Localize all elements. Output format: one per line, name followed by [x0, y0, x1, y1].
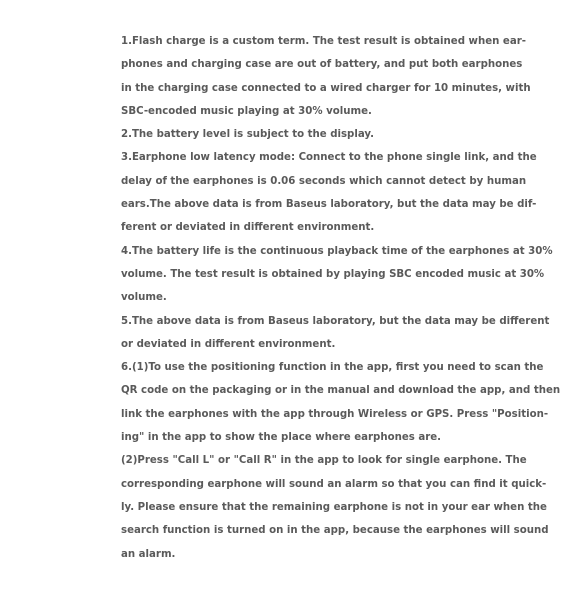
note-line: 5.The above data is from Baseus laboratory, but the data may be different: [121, 315, 550, 327]
note-line: SBC-encoded music playing at 30% volume.: [121, 105, 372, 117]
note-line: corresponding earphone will sound an alarm so that you can find it quick-: [121, 478, 547, 490]
note-line: an alarm.: [121, 548, 176, 560]
note-line: ly. Please ensure that the remaining earphone is not in your ear when the: [121, 501, 547, 513]
note-line: QR code on the packaging or in the manual and download the app, and then: [121, 385, 561, 397]
note-line: 6.(1)To use the positioning function in the app, first you need to scan the: [121, 362, 544, 374]
note-line: 3.Earphone low latency mode: Connect to the phone single link, and the: [121, 152, 537, 164]
note-line: delay of the earphones is 0.06 seconds which cannot detect by human: [121, 175, 527, 187]
note-line: link the earphones with the app through Wireless or GPS. Press "Position-: [121, 408, 549, 420]
notes-document: [121, 30, 561, 566]
note-line: ferent or deviated in different environment.: [121, 222, 375, 234]
note-line: in the charging case connected to a wired charger for 10 minutes, with: [121, 82, 531, 94]
note-line: 4.The battery life is the continuous playback time of the earphones at 30%: [121, 245, 553, 257]
note-line: (2)Press "Call L" or "Call R" in the app to look for single earphone. The: [121, 455, 527, 467]
note-line: volume. The test result is obtained by playing SBC encoded music at 30%: [121, 268, 545, 280]
note-line: or deviated in different environment.: [121, 338, 336, 350]
note-line: 1.Flash charge is a custom term. The test result is obtained when ear-: [121, 36, 526, 47]
note-line: volume.: [121, 292, 167, 304]
note-line: ears.The above data is from Baseus laboratory, but the data may be dif-: [121, 199, 537, 211]
note-line: search function is turned on in the app, because the earphones will sound: [121, 525, 549, 537]
note-line: 2.The battery level is subject to the display.: [121, 129, 374, 141]
note-line: ing" in the app to show the place where earphones are.: [121, 432, 442, 444]
note-line: phones and charging case are out of battery, and put both earphones: [121, 59, 523, 71]
